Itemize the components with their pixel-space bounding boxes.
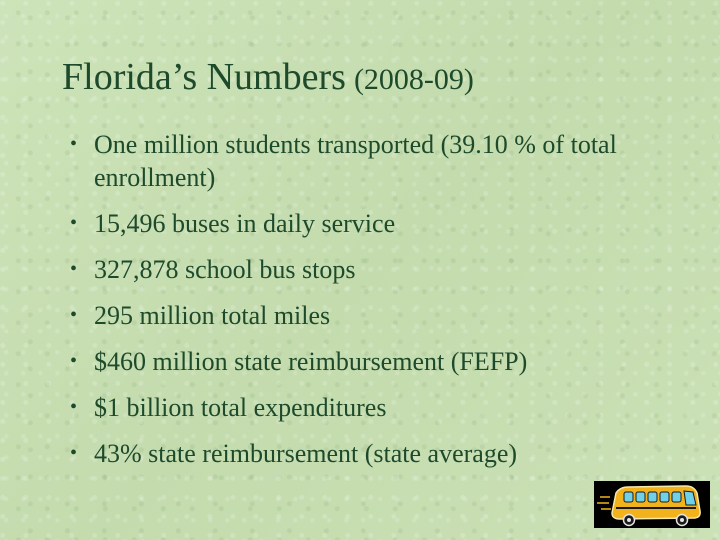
bullet-item [70,437,690,470]
bus-clipart [594,481,710,528]
bullet-text: 43% state reimbursement (state average) [94,439,518,468]
bullet-glyph: • [70,212,78,234]
bullet-glyph: • [70,396,78,418]
bullet-item [70,207,690,240]
bullet-item [70,299,690,332]
bullet-item [70,253,690,286]
school-bus-icon [594,481,710,528]
bullet-glyph: • [70,258,78,280]
slide-title [62,58,474,96]
bullet-text: One million students transported (39.10 % of total enrollment) [94,130,617,192]
bullet-text: 15,496 buses in daily service [94,209,396,238]
bullet-glyph: • [70,442,78,464]
bullet-list [70,128,690,483]
slide-title-years: (2008-09) [353,63,474,96]
bullet-item [70,128,690,194]
bullet-glyph: • [70,350,78,372]
bullet-text: $1 billion total expenditures [94,393,387,422]
bullet-item [70,345,690,378]
bullet-item [70,391,690,424]
bullet-text: $460 million state reimbursement (FEFP) [94,347,528,376]
bullet-glyph: • [70,133,78,155]
bullet-glyph: • [70,304,78,326]
bullet-text: 327,878 school bus stops [94,255,356,284]
bullet-text: 295 million total miles [94,301,331,330]
slide-title-text: Florida’s Numbers [62,56,346,98]
